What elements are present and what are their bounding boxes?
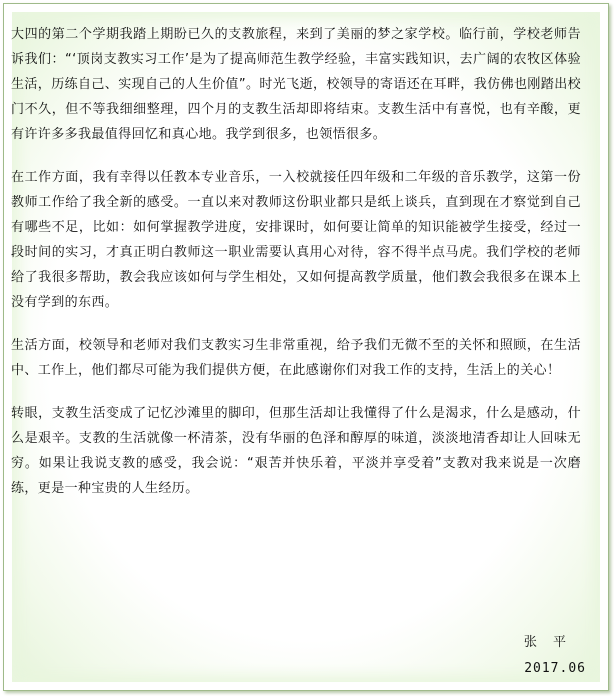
paragraph-intro: 大四的第二个学期我踏上期盼已久的支教旅程，来到了美丽的梦之家学校。临行前，学校老师告诉我们：“‘顶岗支教实习工作’是为了提高师范生教学经验，丰富实践知识，去广阔的农牧区体验生活，历练自己、实现自己的人生价值”。时光飞逝，校领导的寄语还在耳畔，我仿佛也刚踏出校门不久，但不等我细细整理，四个月的支教生活却即将结束。支教生活中有喜悦，也有辛酸，更有许许多多我最值得回忆和真心地。我学到很多，也领悟很多。 xyxy=(11,27,581,142)
signature-block xyxy=(524,630,586,682)
paragraph-work: 在工作方面，我有幸得以任教本专业音乐，一入校就接任四年级和二年级的音乐教学，这第一份教师工作给了我全新的感受。一直以来对教师这份职业都只是纸上谈兵，直到现在才察觉到自己有哪些不足，比如：如何掌握教学进度，安排课时，如何要让简单的知识能被学生接受，经过一段时间的实习，才真正明白教师这一职业需要认真用心对待，容不得半点马虎。我们学校的老师给了我很多帮助，教会我应该如何与学生相处，又如何提高教学质量，他们教会我很多在课本上没有学到的东西。 xyxy=(11,170,581,310)
signature-date: 2017.06 xyxy=(524,661,586,676)
paragraph-life: 生活方面，校领导和老师对我们支教实习生非常重视，给予我们无微不至的关怀和照顾，在生活中、工作上，他们都尽可能为我们提供方便，在此感谢你们对我工作的支持，生活上的关心！ xyxy=(11,338,581,378)
paragraph-conclusion: 转眼，支教生活变成了记忆沙滩里的脚印，但那生活却让我懂得了什么是渴求，什么是感动，什么是艰辛。支教的生活就像一杯清茶，没有华丽的色泽和醇厚的味道，淡淡地清香却让人回味无穷。如果让我说支教的感受，我会说：“艰苦并快乐着，平淡并享受着”支教对我来说是一次磨练，更是一种宝贵的人生经历。 xyxy=(11,406,581,496)
document-body xyxy=(11,22,581,519)
signature-name: 张 平 xyxy=(523,635,572,650)
